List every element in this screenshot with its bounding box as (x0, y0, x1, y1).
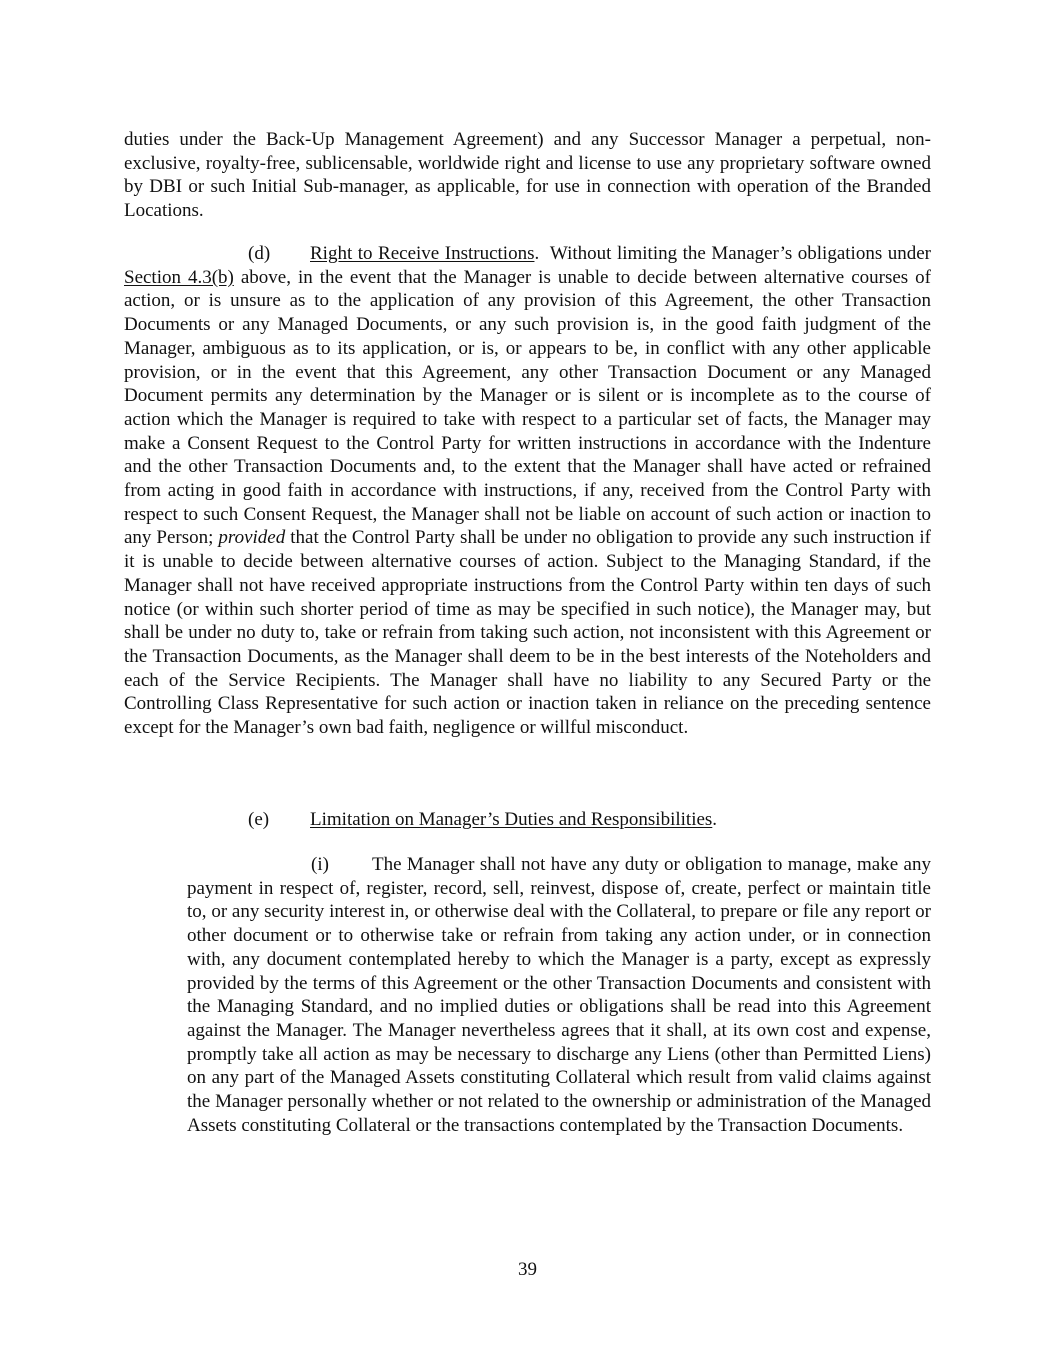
section-e-i-paragraph (187, 853, 931, 1137)
section-d-text-c: that the Control Party shall be under no obligation to provide any such instruction if it is unable to decide between alternative courses of action. Subject to the Managing Standard, if the Manager shall not have received appropriate instructions from the Control Party within ten days of such notice (or within such shorter period of time as may be specified in such notice), the Manager may, but shall be under no duty to, take or refrain from taking such action, not inconsistent with this Agreement or the Transaction Documents, as the Manager shall deem to be in the best interests of the Noteholders and each of the Service Recipients. The Manager shall have no liability to any Secured Party or the Controlling Class Representative for such action or inaction taken in reliance on the preceding sentence except for the Manager’s own bad faith, negligence or willful misconduct. (124, 527, 931, 739)
section-e-i-label: (i) (311, 854, 329, 875)
section-e-heading: Limitation on Manager’s Duties and Responsibilities (310, 809, 713, 830)
section-d-heading-punct: . (534, 243, 540, 264)
section-ref-link: Section 4.3(b) (124, 266, 234, 288)
paragraph-continuation-text: duties under the Back-Up Management Agreement) and any Successor Manager a perpetual, non-exclusive, royalty-free, sublicensable, worldwide right and license to use any proprietary software owned by DBI or such Initial Sub-manager, as applicable, for use in connection with operation of the Branded Locations. (124, 129, 931, 222)
section-e-heading-punct: . (712, 809, 718, 830)
section-d-text-b: above, in the event that the Manager is unable to decide between alternative courses of action, or is unsure as to the application of any provision of this Agreement, the other Transaction Documents or any Managed Documents, or any such provision is, in the good faith judgment of the Manager, ambiguous as to its application, or is, or appears to be, in conflict with any other applicable provision, or in the event that this Agreement, any other Transaction Document or any Managed Document permits any determination by the Manager or is silent or is incomplete as to the course of action which the Manager is required to take with respect to a particular set of facts, the Manager may make a Consent Request to the Control Party for written instructions in accordance with the Indenture and the other Transaction Documents and, to the extent that the Manager shall have acted or refrained from acting in good faith in accordance with instructions, if any, received from the Control Party with respect to such Consent Request, the Manager shall not be liable on account of such action or inaction to any Person; (124, 266, 931, 549)
provided-italic: provided (218, 527, 286, 549)
section-e-label: (e) (248, 809, 270, 830)
paragraph-continuation (124, 128, 931, 223)
section-e-heading-line (248, 808, 717, 832)
section-d-label: (d) (248, 243, 271, 264)
section-d-text-a: Without limiting the Manager’s obligations under (539, 243, 936, 264)
section-d-heading: Right to Receive Instructions (310, 243, 535, 264)
section-e-i-text: The Manager shall not have any duty or obligation to manage, make any payment in respect of, register, record, sell, reinvest, dispose of, create, perfect or maintain title to, or any security interest in, or otherwise deal with the Collateral, to prepare or file any report or other document or to otherwise take or refrain from taking any action under, or in connection with, any document contemplated hereby to which the Manager is a party, except as expressly provided by the terms of this Agreement or the other Transaction Documents and consistent with the Managing Standard, and no implied duties or obligations shall be read into this Agreement against the Manager. The Manager nevertheless agrees that it shall, at its own cost and expense, promptly take all action as may be necessary to discharge any Liens (other than Permitted Liens) on any part of the Managed Assets constituting Collateral which result from valid claims against the Manager personally whether or not related to the ownership or administration of the Managed Assets constituting Collateral or the transactions contemplated by the Transaction Documents. (187, 854, 931, 1136)
section-d-paragraph (124, 242, 936, 740)
page-number: 39 (518, 1259, 537, 1280)
